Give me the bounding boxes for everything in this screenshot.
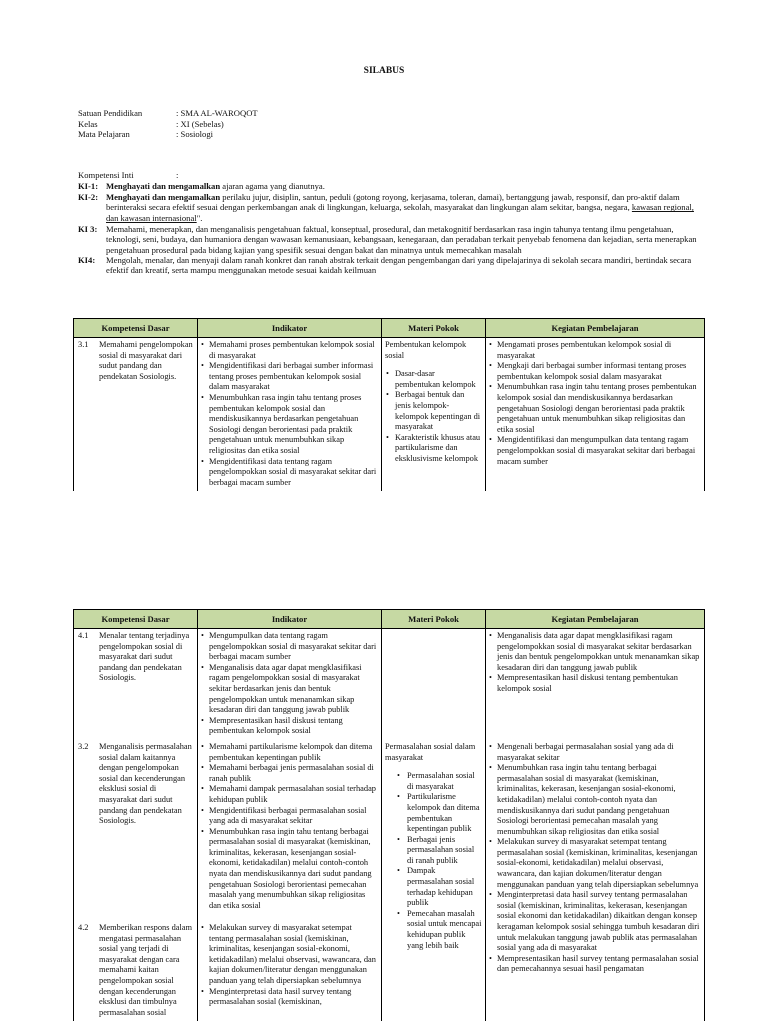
- ki-bold: Menghayati dan mengamalkan: [106, 181, 221, 191]
- kd-cell: 4.2 Memberikan respons dalam mengatasi permasalahan sosial yang terjadi di masyarakat dengan cara memahami kaitan pengelompokan sosial dengan kecenderungan eksklusi dan timbulnya permasalahan sosial: [74, 921, 198, 1021]
- kegiatan-cell: [486, 338, 705, 492]
- identity-satuan: [78, 108, 258, 119]
- list-item: • Permasalahan sosial di masyarakat: [395, 771, 482, 792]
- ki-3: [78, 224, 703, 255]
- materi-cell: [382, 338, 486, 492]
- list-item: • Berbagai jenis permasalahan sosial di ranah publik: [395, 835, 482, 867]
- identity-label: Kelas: [78, 119, 98, 129]
- list-item: • Partikularisme kelompok dan ditema pembentukan kepentingan publik: [395, 792, 482, 834]
- kd-cell: 3.2 Menganalisis permasalahan sosial dalam kaitannya dengan pengelompokan sosial dan kecenderungan eksklusi sosial di masyarakat dari sudut pandang dan pendekatan Sosiologis.: [74, 740, 198, 921]
- ki-code: KI-2:: [78, 192, 99, 202]
- identity-mapel: [78, 129, 213, 140]
- col-kegiatan: Kegiatan Pembelajaran: [486, 610, 705, 629]
- materi-title: Permasalahan sosial dalam masyarakat: [385, 741, 476, 762]
- list-item: • Mempresentasikan hasil survey tentang permasalahan sosial dan pemecahannya sesuai hasil pengamatan: [489, 954, 701, 975]
- kegiatan-cell: [486, 629, 705, 740]
- materi-cell: [382, 740, 486, 1021]
- kd-cell: 4.1 Menalar tentang terjadinya pengelompokan sosial di masyarakat dari sudut pandang dan pendekatan Sosiologis.: [74, 629, 198, 740]
- identity-label: Satuan Pendidikan: [78, 108, 143, 118]
- col-kompetensi-dasar: Kompetensi Dasar: [74, 610, 198, 629]
- silabus-table-1: [73, 318, 705, 491]
- list-item: • Dampak permasalahan sosial terhadap kehidupan publik: [395, 866, 482, 908]
- list-item: • Menginterpretasi data hasil survey tentang permasalahan sosial (kemiskinan, kriminalitas, kekerasan, kesenjangan sosial ekonomi dan ketidakadilan) dikaitkan dengan konsep keragaman kelompok sosial sehingga tumbuh kesadaran diri untuk melakukan tanggung jawab publik atas permasalahan sosial yang ada di masyarakat: [489, 890, 701, 954]
- list-item: • Mengidentifikasi berbagai permasalahan sosial yang ada di masyarakat sekitar: [201, 806, 378, 827]
- col-materi-pokok: Materi Pokok: [382, 319, 486, 338]
- ki-text: perilaku jujur, disiplin, santun, peduli (gotong royong, kerjasama, toleran, damai), bertanggung jawab, responsif, dan pro-aktif dalam berinteraksi secara efektif sesuai dengan perkembangan anak di lingkungan, keluarga, sekolah, masyarakat dan lingkungan alam sekitar, bangsa, negara,: [106, 192, 680, 213]
- col-materi-pokok: Materi Pokok: [382, 610, 486, 629]
- list-item: • Menganalisis data agar dapat mengklasifikasi ragam pengelompokkan sosial di masyarakat sekitar berdasarkan jenis dan bentuk pengelompokkan untuk menanamkan sikap kesadaran diri dan tanggung jawab publik: [201, 663, 378, 716]
- list-item: • Mengumpulkan data tentang ragam pengelompokkan sosial di masyarakat sekitar dari berbagai macam sumber: [201, 631, 378, 663]
- indikator-cell: [198, 740, 382, 921]
- list-item: • Mengidentifikasi dan mengumpulkan data tentang ragam pengelompokkan sosial di masyarakat sekitar dari berbagai macam sumber: [489, 435, 701, 467]
- indikator-cell: [198, 338, 382, 492]
- silabus-table-2: [73, 609, 705, 1021]
- identity-value: : XI (Sebelas): [176, 119, 224, 129]
- col-kompetensi-dasar: Kompetensi Dasar: [74, 319, 198, 338]
- list-item: • Menumbuhkan rasa ingin tahu tentang berbagai permasalahan sosial di masyarakat (kemiskinan, kriminalitas, kekerasan, kesenjangan sosial-ekonomi, ketidakadilan) melalui contoh-contoh nyata dan mendiskusikannya dari sudut pandang pengetahuan Sosiologi berorientasi pemecahan masalah yang menumbuhkan sikap religiositas dan etika sosial: [201, 827, 378, 912]
- ki-underline: kawasan regional, dan kawasan internasional: [106, 202, 694, 223]
- indikator-cell: [198, 921, 382, 1021]
- identity-label: Mata Pelajaran: [78, 129, 130, 139]
- materi-title: Pembentukan kelompok sosial: [385, 340, 467, 360]
- list-item: • Menumbuhkan rasa ingin tahu tentang berbagai permasalahan sosial di masyarakat (kemiskinan, kriminalitas, kekerasan, kesenjangan sosial-ekonomi, ketidakadilan) melalui contoh-contoh nyata dan mendiskusikannya dari sudut pandang pengetahuan Sosiologi berorientasi pemecahan masalah yang menumbuhkan sikap religiositas dan etika sosial: [489, 763, 701, 837]
- list-item: • Mengidentifikasi dari berbagai sumber informasi tentang proses pembentukan kelompok sosial dalam masyarakat: [201, 361, 378, 393]
- table-row: [74, 338, 705, 492]
- list-item: • Karakteristik khusus atau partikularisme dan eksklusivisme kelompok: [385, 433, 482, 465]
- list-item: • Menumbuhkan rasa ingin tahu tentang proses pembentukan kelompok sosial dan mendiskusikannya berdasarkan pengetahuan Sosiologi dengan berorientasi pada praktik pengetahuan untuk menumbuhkan sikap religiositas dan etika sosial: [201, 393, 378, 457]
- ki-4: [78, 255, 703, 276]
- list-item: • Mengkaji dari berbagai sumber informasi tentang proses pembentukan kelompok sosial dalam masyarakat: [489, 361, 701, 382]
- list-item: • Mengenali berbagai permasalahan sosial yang ada di masyarakat sekitar: [489, 742, 701, 763]
- ki-text: Memahami, menerapkan, dan menganalisis pengetahuan faktual, konseptual, prosedural, dan metakognitif berdasarkan rasa ingin tahunya tentang ilmu pengetahuan, teknologi, seni, budaya, dan humaniora dengan wawasan kemanusiaan, kebangsaan, kenegaraan, dan peradaban terkait penyebab fenomena dan kejadian, serta menerapkan pengetahuan prosedural pada bidang kajian yang spesifik sesuai dengan bakat dan minatnya untuk memecahkan masalah: [106, 224, 697, 255]
- list-item: • Memahami partikularisme kelompok dan ditema pembentukan kepentingan publik: [201, 742, 378, 763]
- list-item: • Menganalisis data agar dapat mengklasifikasi ragam pengelompokkan sosial di masyarakat sekitar berdasarkan jenis dan bentuk pengelompokkan untuk menanamkan sikap kesadaran diri dan tanggung jawab publik: [489, 631, 701, 673]
- list-item: • Memahami proses pembentukan kelompok sosial di masyarakat: [201, 340, 378, 361]
- list-item: • Melakukan survey di masyarakat setempat tentang permasalahan sosial (kemiskinan, kriminalitas, kesenjangan sosial-ekonomi, ketidakadilan) melalui observasi, wawancara, dan kajian dokumen/literatur dengan menggunakan panduan yang telah dipersiapkan sebelumnya: [489, 837, 701, 890]
- identity-value: : Sosiologi: [176, 129, 214, 139]
- ki-2: KI-2: Menghayati dan mengamalkan perilaku jujur, disiplin, santun, peduli (gotong royong, kerjasama, toleran, damai), bertanggung jawab, responsif, dan pro-aktif dalam berinteraksi secara efektif sesuai dengan perkembangan anak di lingkungan, keluarga, sekolah, masyarakat dan lingkungan alam sekitar, bangsa, negara, kawasan regional, dan kawasan internasional".: [78, 192, 694, 223]
- ki-text: Mengolah, menalar, dan menyaji dalam ranah konkret dan ranah abstrak terkait dengan pengembangan dari yang dipelajarinya di sekolah secara mandiri, bertindak secara efektif dan kreatif, serta mampu menggunakan metode sesuai kaidah keilmuan: [106, 255, 692, 276]
- col-indikator: Indikator: [198, 610, 382, 629]
- ki-bold: Menghayati dan mengamalkan: [106, 192, 221, 202]
- table-row: [74, 740, 705, 921]
- list-item: • Berbagai bentuk dan jenis kelompok- kelompok kepentingan di masyarakat: [385, 390, 482, 432]
- ki-heading: Kompetensi Inti :: [78, 170, 179, 180]
- ki-text: ajaran agama yang dianutnya.: [220, 181, 325, 191]
- list-item: • Melakukan survey di masyarakat setempat tentang permasalahan sosial (kemiskinan, kriminalitas, kesenjangan sosial-ekonomi, ketidakadilan) melalui observasi, wawancara, dan kajian dokumen/literatur dengan menggunakan panduan yang telah dipersiapkan sebelumnya: [201, 923, 378, 987]
- page-title: SILABUS: [363, 66, 405, 76]
- indikator-cell: [198, 629, 382, 740]
- list-item: • Memahami berbagai jenis permasalahan sosial di ranah publik: [201, 763, 378, 784]
- kegiatan-cell: [486, 740, 705, 1021]
- kd-cell: 3.1 Memahami pengelompokan sosial di masyarakat dari sudut pandang dan pendekatan Sosiologis.: [74, 338, 198, 492]
- col-indikator: Indikator: [198, 319, 382, 338]
- ki-1: [78, 181, 703, 191]
- list-item: • Pemecahan masalah sosial untuk mencapai kehidupan publik yang lebih baik: [395, 909, 482, 951]
- list-item: • Mengidentifikasi data tentang ragam pengelompokkan sosial di masyarakat sekitar dari berbagai macam sumber: [201, 457, 378, 489]
- col-kegiatan: Kegiatan Pembelajaran: [486, 319, 705, 338]
- identity-value: : SMA AL-WAROQOT: [176, 108, 258, 118]
- list-item: • Dasar-dasar pembentukan kelompok: [385, 369, 482, 390]
- list-item: • Menginterpretasi data hasil survey tentang permasalahan sosial (kemiskinan,: [201, 987, 378, 1008]
- ki-code: KI4:: [78, 255, 96, 265]
- list-item: • Memahami dampak permasalahan sosial terhadap kehidupan publik: [201, 784, 378, 805]
- list-item: • Mengamati proses pembentukan kelompok sosial di masyarakat: [489, 340, 701, 361]
- ki-code: KI 3:: [78, 224, 98, 234]
- materi-cell: [382, 629, 486, 740]
- list-item: • Menumbuhkan rasa ingin tahu tentang proses pembentukan kelompok sosial dan mendiskusikannya berdasarkan pengetahuan Sosiologi dengan berorientasi pada praktik pengetahuan untuk menumbuhkan sikap religiositas dan etika sosial: [489, 382, 701, 435]
- ki-code: KI-1:: [78, 181, 99, 191]
- list-item: • Mempresentasikan hasil diskusi tentang pembentukan kelompok sosial: [489, 673, 701, 694]
- table-row: [74, 629, 705, 740]
- list-item: • Mempresentasikan hasil diskusi tentang pembentukan kelompok sosial: [201, 716, 378, 737]
